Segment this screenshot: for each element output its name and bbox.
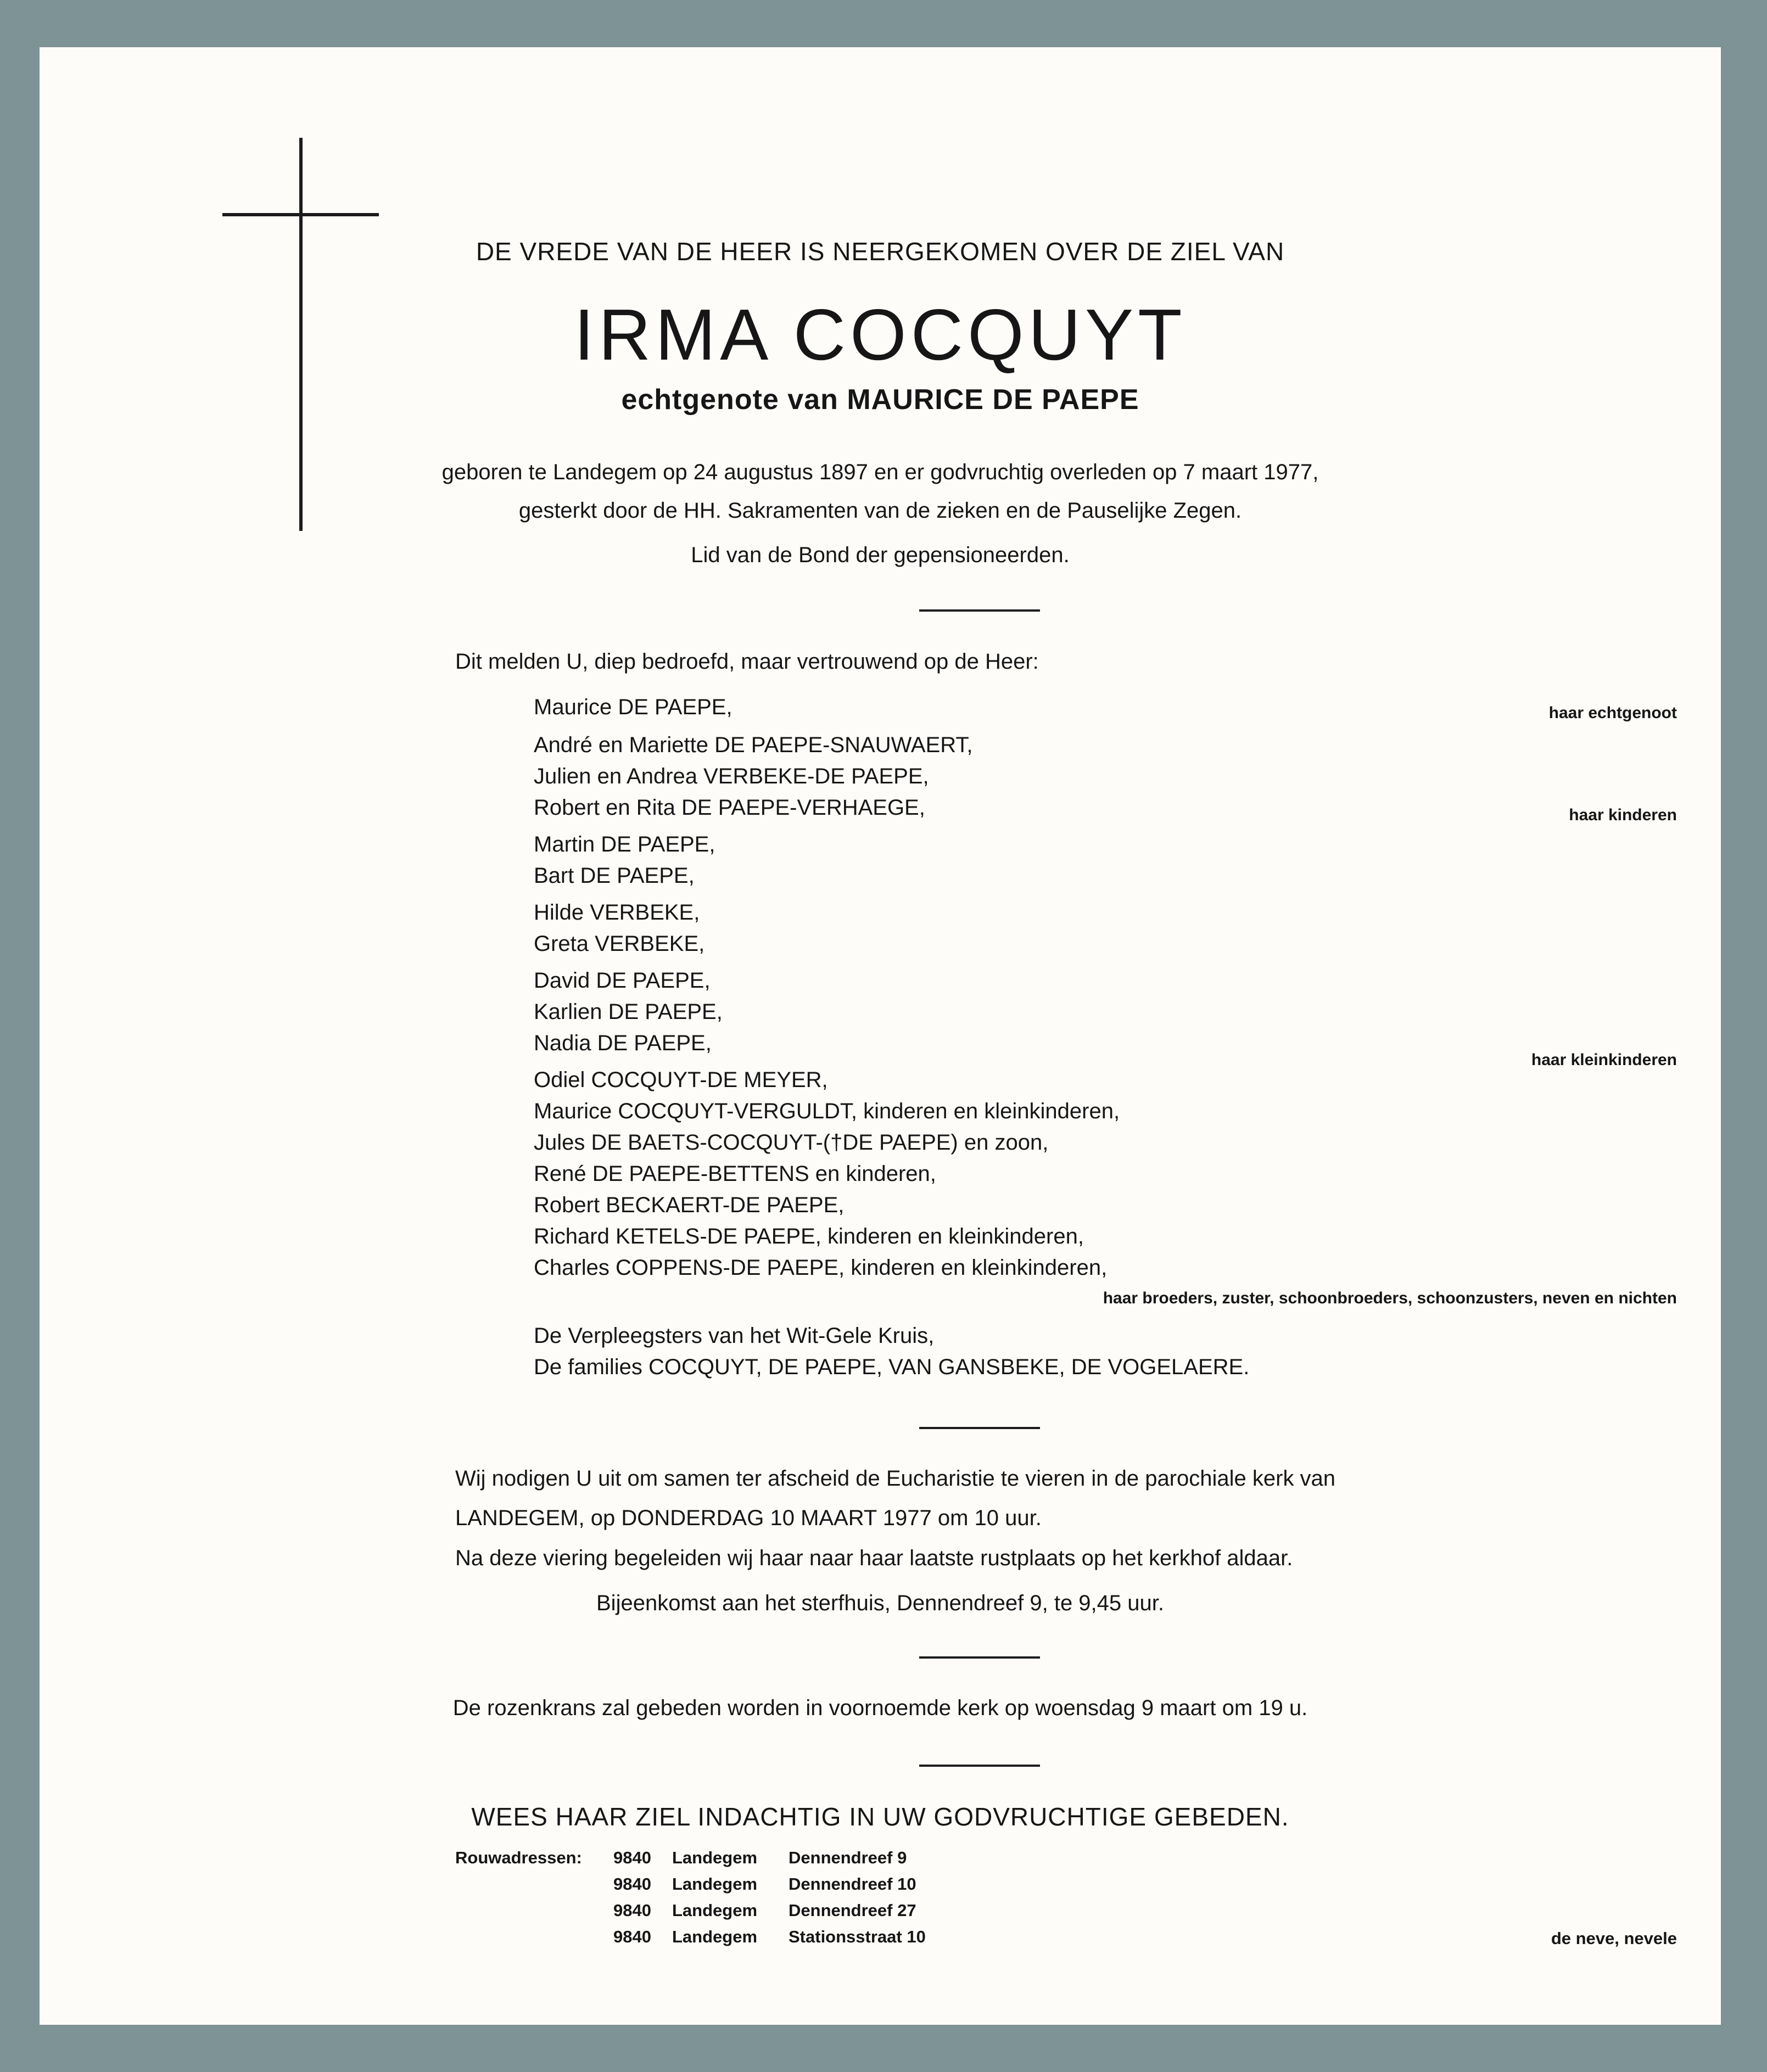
invitation-line-2: LANDEGEM, op DONDERDAG 10 MAART 1977 om 10 uur. (455, 1506, 1042, 1530)
heading: DE VREDE VAN DE HEER IS NEERGEKOMEN OVER DE ZIEL VAN (476, 237, 1285, 266)
invitation-line-1: Wij nodigen U uit om samen ter afscheid de Eucharistie te vieren in de parochiale kerk van (455, 1466, 1336, 1491)
mourner-item: Richard KETELS-DE PAEPE, kinderen en kleinkinderen, (534, 1224, 1084, 1248)
address-postcode: 9840 (613, 1848, 651, 1867)
address-street: Dennendreef 9 (789, 1848, 907, 1867)
mourner-item: David DE PAEPE, (534, 968, 711, 993)
mourner-item: André en Mariette DE PAEPE-SNAUWAERT, (534, 733, 973, 757)
mourner-item: Odiel COCQUYT-DE MEYER, (534, 1068, 828, 1092)
address-postcode: 9840 (613, 1927, 651, 1946)
closing-line: WEES HAAR ZIEL INDACHTIG IN UW GODVRUCHTIGE GEBEDEN. (471, 1802, 1289, 1831)
relation-children: haar kinderen (1569, 806, 1677, 824)
mourner-item: De Verpleegsters van het Wit-Gele Kruis, (534, 1324, 935, 1348)
rosary-line: De rozenkrans zal gebeden worden in voornoemde kerk op woensdag 9 maart om 19 u. (452, 1696, 1308, 1720)
mourner-item: Martin DE PAEPE, (534, 832, 715, 856)
mourner-item: Jules DE BAETS-COCQUYT-(†DE PAEPE) en zoon, (534, 1130, 1049, 1155)
address-town: Landegem (672, 1874, 758, 1894)
address-street: Dennendreef 27 (789, 1901, 916, 1920)
address-town: Landegem (672, 1901, 758, 1920)
sacraments-line: gesterkt door de HH. Sakramenten van de zieken en de Pauselijke Zegen. (518, 499, 1242, 523)
member-line: Lid van de Bond der gepensioneerden. (691, 543, 1070, 567)
relation-grandchildren: haar kleinkinderen (1531, 1051, 1677, 1069)
address-postcode: 9840 (613, 1874, 651, 1894)
divider (919, 609, 1040, 612)
mourner-item: Maurice COCQUYT-VERGULDT, kinderen en kleinkinderen, (534, 1099, 1120, 1123)
mourner-item: De families COCQUYT, DE PAEPE, VAN GANSBEKE, DE VOGELAERE. (534, 1355, 1250, 1379)
divider (919, 1656, 1040, 1659)
address-postcode: 9840 (613, 1901, 651, 1920)
divider (919, 1765, 1040, 1767)
mourner-item: Charles COPPENS-DE PAEPE, kinderen en kleinkinderen, (534, 1256, 1108, 1280)
mourner-item: Bart DE PAEPE, (534, 864, 695, 888)
gathering-line: Bijeenkomst aan het sterfhuis, Dennendreef 9, te 9,45 uur. (596, 1591, 1164, 1615)
address-town: Landegem (672, 1927, 758, 1946)
mourner-item: Robert BECKAERT-DE PAEPE, (534, 1193, 845, 1217)
printer-credit: de neve, nevele (1551, 1929, 1677, 1948)
mourner-item: Greta VERBEKE, (534, 932, 705, 956)
cross-icon-bar (222, 213, 379, 216)
relation-spouse: haar echtgenoot (1548, 704, 1677, 722)
birth-death-line: geboren te Landegem op 24 augustus 1897 en er godvruchtig overleden op 7 maart 1977, (441, 460, 1319, 484)
mourner-item: Karlien DE PAEPE, (534, 1000, 723, 1024)
address-town: Landegem (672, 1848, 758, 1867)
spouse-line: echtgenote van MAURICE DE PAEPE (621, 384, 1139, 416)
death-notice-card (40, 47, 1721, 2025)
mourner-item: Robert en Rita DE PAEPE-VERHAEGE, (534, 796, 925, 820)
address-street: Dennendreef 10 (789, 1874, 916, 1894)
relation-siblings: haar broeders, zuster, schoonbroeders, schoonzusters, neven en nichten (1103, 1289, 1677, 1307)
mourner-item: Hilde VERBEKE, (534, 900, 700, 925)
mourner-item: Maurice DE PAEPE, (534, 695, 732, 719)
addresses-label: Rouwadressen: (455, 1848, 582, 1867)
intro-line: Dit melden U, diep bedroefd, maar vertrouwend op de Heer: (455, 649, 1039, 674)
mourner-item: Julien en Andrea VERBEKE-DE PAEPE, (534, 764, 929, 788)
mourner-item: René DE PAEPE-BETTENS en kinderen, (534, 1162, 936, 1186)
deceased-name: IRMA COCQUYT (574, 294, 1187, 375)
mourner-item: Nadia DE PAEPE, (534, 1031, 712, 1055)
divider (919, 1427, 1040, 1429)
address-street: Stationsstraat 10 (789, 1927, 926, 1946)
burial-line: Na deze viering begeleiden wij haar naar haar laatste rustplaats op het kerkhof aldaar. (455, 1546, 1293, 1570)
